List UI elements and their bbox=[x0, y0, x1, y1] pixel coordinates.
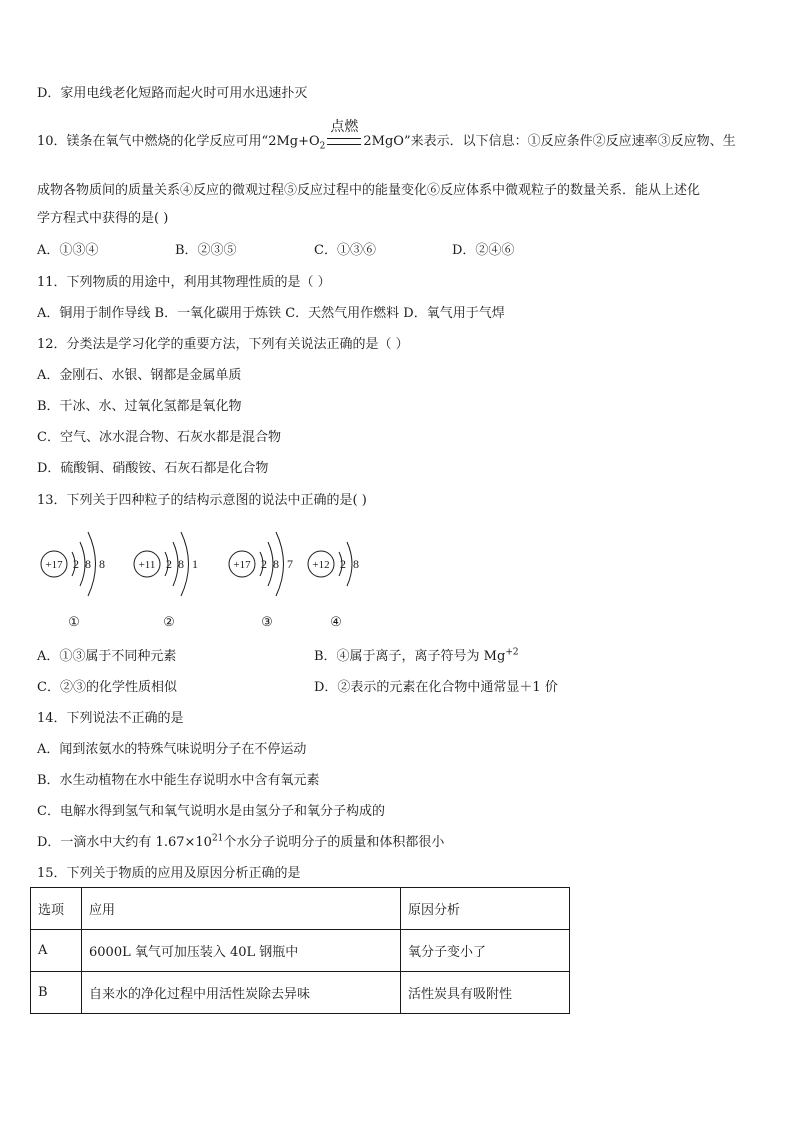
q12-option-c[interactable]: C．空气、冰水混合物、石灰水都是混合物 bbox=[37, 430, 281, 445]
q12-option-d[interactable]: D．硫酸铜、硝酸铵、石灰石都是化合物 bbox=[37, 461, 269, 476]
q10-o-subscript: 2 bbox=[319, 141, 326, 152]
q14-option-d-pre: D．一滴水中大约有 1.67×10 bbox=[37, 835, 212, 850]
q14-option-d[interactable] bbox=[37, 831, 444, 850]
q12-stem: 12．分类法是学习化学的重要方法，下列有关说法正确的是（ ） bbox=[37, 337, 409, 352]
particle-2-shell-3: 1 bbox=[192, 557, 198, 571]
particle-1-nucleus: +17 bbox=[45, 559, 63, 571]
table-cell-option: A bbox=[31, 930, 82, 972]
table-cell-reason: 活性炭具有吸附性 bbox=[401, 972, 570, 1014]
particle-2-shell-2: 8 bbox=[178, 557, 184, 571]
table-row bbox=[31, 930, 570, 972]
q14-stem: 14．下列说法不正确的是 bbox=[37, 711, 184, 726]
equals-bar-icon bbox=[327, 138, 361, 145]
q10-option-b[interactable]: B．②③⑤ bbox=[175, 243, 237, 258]
q10-stem-line1 bbox=[37, 119, 736, 152]
q10-option-d[interactable]: D．②④⑥ bbox=[452, 243, 515, 258]
particle-3-shell-1: 2 bbox=[261, 557, 267, 571]
q15-table bbox=[30, 887, 570, 1014]
table-header-row bbox=[31, 888, 570, 930]
q10-stem-line3: 学方程式中获得的是( ) bbox=[37, 211, 169, 226]
particle-2-nucleus: +11 bbox=[138, 559, 156, 571]
q13-option-b[interactable] bbox=[314, 645, 519, 664]
q13-option-a[interactable]: A．①③属于不同种元素 bbox=[37, 649, 177, 664]
particle-4-nucleus: +12 bbox=[312, 559, 330, 571]
q10-stem-line2: 成物各物质间的质量关系④反应的微观过程⑤反应过程中的能量变化⑥反应体系中微观粒子的数量关系．能从上述化 bbox=[37, 183, 701, 198]
q10-stem-suffix: 2MgO”来表示．以下信息：①反应条件②反应速率③反应物、生 bbox=[363, 134, 736, 149]
q11-stem: 11．下列物质的用途中，利用其物理性质的是（ ） bbox=[37, 275, 331, 290]
particle-4 bbox=[308, 542, 359, 629]
q12-option-a[interactable]: A．金刚石、水银、钢都是金属单质 bbox=[37, 368, 242, 383]
table-header-reason: 原因分析 bbox=[401, 888, 570, 930]
particle-3-label: ③ bbox=[261, 614, 273, 629]
q12-option-b[interactable]: B．干冰、水、过氧化氢都是氧化物 bbox=[37, 399, 242, 414]
table-cell-reason: 氧分子变小了 bbox=[401, 930, 570, 972]
q14-option-b[interactable]: B．水生动植物在水中能生存说明水中含有氧元素 bbox=[37, 773, 320, 788]
particle-3-shell-2: 8 bbox=[273, 557, 279, 571]
particle-4-shell-2: 8 bbox=[353, 557, 359, 571]
particle-1-shell-2: 8 bbox=[85, 557, 91, 571]
q14-option-a[interactable]: A．闻到浓氨水的特殊气味说明分子在不停运动 bbox=[37, 742, 307, 757]
q13-option-c[interactable]: C．②③的化学性质相似 bbox=[37, 680, 177, 695]
reaction-arrow bbox=[325, 119, 363, 149]
particle-2 bbox=[134, 532, 198, 629]
q9-option-d: D．家用电线老化短路而起火时可用水迅速扑灭 bbox=[37, 86, 308, 101]
particle-2-label: ② bbox=[163, 614, 175, 629]
q14-option-d-post: 个水分子说明分子的质量和体积都很小 bbox=[223, 835, 445, 850]
particle-1 bbox=[41, 532, 105, 629]
reaction-condition: 点燃 bbox=[330, 119, 359, 135]
table-cell-application: 自来水的净化过程中用活性炭除去异味 bbox=[82, 972, 401, 1014]
q10-option-c[interactable]: C．①③⑥ bbox=[314, 243, 376, 258]
q14-option-c[interactable]: C．电解水得到氢气和氧气说明水是由氢分子和氧分子构成的 bbox=[37, 804, 385, 819]
q13-option-d[interactable]: D．②表示的元素在化合物中通常显＋1 价 bbox=[314, 680, 558, 695]
q13-option-b-text: B．④属于离子，离子符号为 Mg bbox=[314, 649, 506, 664]
q10-stem-prefix: 10．镁条在氧气中燃烧的化学反应可用“2Mg+O bbox=[37, 134, 320, 149]
particle-4-label: ④ bbox=[330, 614, 342, 629]
q13-option-b-charge: +2 bbox=[505, 647, 519, 658]
particle-4-shell-1: 2 bbox=[340, 557, 346, 571]
table-cell-option: B bbox=[31, 972, 82, 1014]
particle-3-shell-3: 7 bbox=[287, 557, 293, 571]
q10-option-a[interactable]: A．①③④ bbox=[37, 243, 99, 258]
table-header-option: 选项 bbox=[31, 888, 82, 930]
particle-3-nucleus: +17 bbox=[233, 559, 251, 571]
particle-2-shell-1: 2 bbox=[166, 557, 172, 571]
q14-option-d-exponent: 21 bbox=[211, 833, 224, 844]
q15-stem: 15．下列关于物质的应用及原因分析正确的是 bbox=[37, 866, 301, 881]
atomic-structure-diagram bbox=[32, 516, 382, 631]
particle-1-label: ① bbox=[68, 614, 80, 629]
table-row bbox=[31, 972, 570, 1014]
table-cell-application: 6000L 氧气可加压装入 40L 钢瓶中 bbox=[82, 930, 401, 972]
q11-options[interactable]: A．铜用于制作导线 B．一氧化碳用于炼铁 C．天然气用作燃料 D．氧气用于气焊 bbox=[37, 306, 505, 321]
table-header-application: 应用 bbox=[82, 888, 401, 930]
particle-3 bbox=[229, 532, 293, 629]
particle-1-shell-3: 8 bbox=[99, 557, 105, 571]
particle-1-shell-1: 2 bbox=[73, 557, 79, 571]
q13-stem: 13．下列关于四种粒子的结构示意图的说法中正确的是( ) bbox=[37, 493, 367, 508]
